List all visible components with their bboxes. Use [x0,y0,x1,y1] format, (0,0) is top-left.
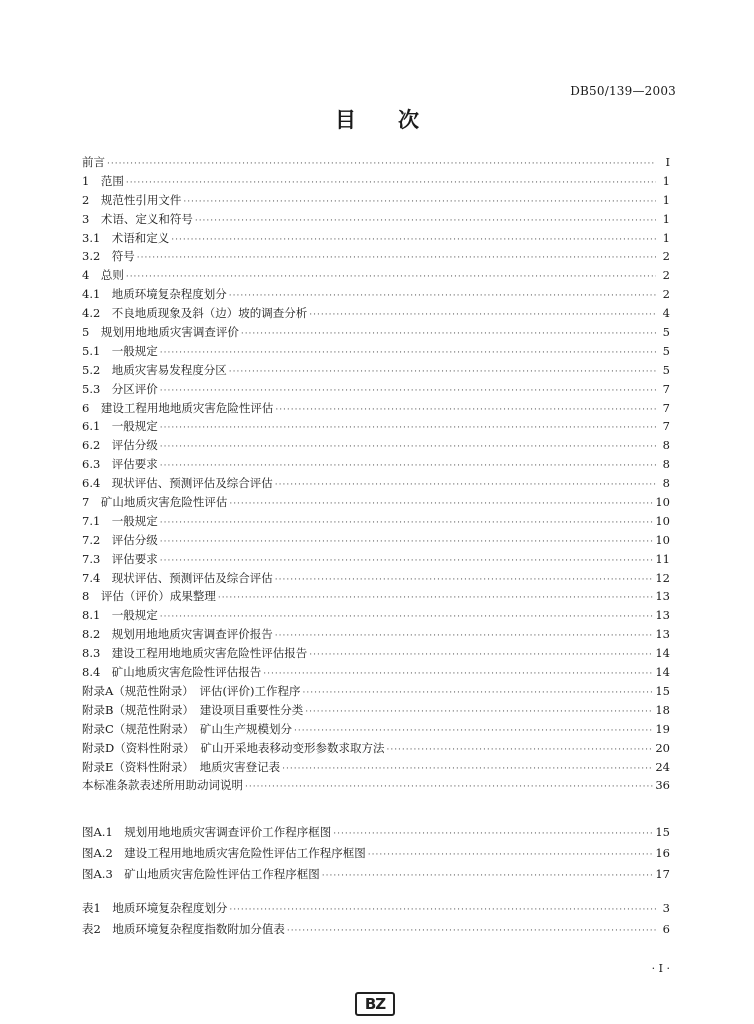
toc-entry[interactable] [82,362,670,381]
dot-leader [160,537,654,547]
toc-entry-page: 36 [655,778,670,793]
toc-entry-page: 2 [662,249,670,264]
toc-entry-title: 附录A（规范性附录） 评估(评价)工作程序 [82,683,301,698]
toc-entry[interactable] [82,305,670,324]
dot-leader [229,291,656,301]
toc-entry-page: 10 [655,513,670,528]
toc-entry-title: 4 总则 [82,268,124,283]
toc-entry-title: 本标准条款表述所用助动词说明 [82,778,243,793]
toc-entry-title: 8.4 矿山地质灾害危险性评估报告 [82,665,262,680]
toc-entry-page: 1 [662,173,670,188]
toc-entry-title: 6.2 评估分级 [82,438,158,453]
figure-entry-title: 图A.3 矿山地质灾害危险性评估工作程序框图 [82,867,320,881]
figure-entry-page: 15 [655,825,670,839]
toc-entry-page: 2 [662,287,670,302]
toc-entry[interactable] [82,248,670,267]
dot-leader [160,386,656,396]
toc-entry-page: 10 [655,495,670,510]
toc-entry[interactable] [82,437,670,456]
dot-leader [160,348,656,358]
toc-entry-page: 20 [655,740,670,755]
toc-entry-page: 14 [655,665,670,680]
toc-entry-title: 7.4 现状评估、预测评估及综合评估 [82,570,273,585]
toc-entry-page: 4 [662,306,670,321]
dot-leader [229,367,656,377]
toc-entry-page: 13 [655,608,670,623]
dot-leader [171,235,656,245]
toc-entry-page: 7 [662,400,670,415]
publisher-logo: BZ [355,992,395,1016]
toc-entry-title: 5.2 地质灾害易发程度分区 [82,362,227,377]
toc-entry-title: 5.3 分区评价 [82,381,158,396]
toc-entry-page: 7 [662,419,670,434]
toc-entry-title: 2 规范性引用文件 [82,192,182,207]
page-number: · I · [651,962,670,975]
toc-entry-page: 5 [662,325,670,340]
figure-entry[interactable] [82,866,670,887]
dot-leader [386,745,653,755]
dot-leader [368,850,654,860]
toc-entry[interactable] [82,513,670,532]
toc-entry-title: 6.4 现状评估、预测评估及综合评估 [82,476,273,491]
dot-leader [126,272,656,282]
table-entry-page: 3 [662,901,670,915]
figure-entry[interactable] [82,845,670,866]
toc-entry-title: 附录B（规范性附录） 建设项目重要性分类 [82,702,304,717]
toc-entry-page: 14 [655,646,670,661]
toc-entry-page: 18 [655,702,670,717]
dot-leader [160,518,654,528]
dot-leader [263,669,653,679]
figure-list [82,824,670,887]
toc-entry[interactable] [82,286,670,305]
toc-entry[interactable] [82,721,670,740]
toc-entry[interactable] [82,551,670,570]
table-list [82,900,670,942]
toc-entry[interactable] [82,570,670,589]
dot-leader [183,197,656,207]
toc-entry[interactable] [82,494,670,513]
document-code: DB50/139—2003 [570,84,676,98]
toc-entry-title: 6.3 评估要求 [82,457,158,472]
toc-entry-title: 7.1 一般规定 [82,513,158,528]
toc-entry-page: 10 [655,532,670,547]
dot-leader [303,688,654,698]
toc-entry[interactable] [82,192,670,211]
toc-entry[interactable] [82,645,670,664]
toc-entry-page: 15 [655,683,670,698]
toc-entry-title: 附录C（规范性附录） 矿山生产规模划分 [82,721,293,736]
toc-entry-page: I [665,155,670,169]
toc-entry[interactable] [82,400,670,419]
dot-leader [333,829,653,839]
toc-entry-page: 13 [655,589,670,604]
toc-entry-title: 8 评估（评价）成果整理 [82,589,216,604]
toc-entry-title: 3 术语、定义和符号 [82,211,193,226]
toc-entry[interactable] [82,211,670,230]
toc-entry-page: 5 [662,343,670,358]
dot-leader [241,329,656,339]
toc-entry-page: 11 [655,551,670,566]
toc-entry-title: 7 矿山地质灾害危险性评估 [82,495,228,510]
toc-entry[interactable] [82,324,670,343]
toc-entry-page: 24 [655,759,670,774]
toc-entry[interactable] [82,607,670,626]
table-entry-title: 表2 地质环境复杂程度指数附加分值表 [82,922,285,936]
toc-entry-page: 12 [655,570,670,585]
dot-leader [282,764,653,774]
toc-entry-title: 3.1 术语和定义 [82,230,170,245]
toc-entry[interactable] [82,626,670,645]
dot-leader [275,631,654,641]
toc-entry-page: 13 [655,627,670,642]
toc-entry-title: 6.1 一般规定 [82,419,158,434]
toc-entry-title: 6 建设工程用地地质灾害危险性评估 [82,400,274,415]
dot-leader [126,178,656,188]
toc-entry-title: 7.3 评估要求 [82,551,158,566]
toc-entry-title: 4.2 不良地质现象及斜（边）坡的调查分析 [82,306,308,321]
toc-entry[interactable] [82,154,670,173]
dot-leader [160,423,656,433]
toc-entry-title: 5 规划用地地质灾害调查评价 [82,325,239,340]
dot-leader [275,405,656,415]
dot-leader [160,612,654,622]
toc-entry-title: 4.1 地质环境复杂程度划分 [82,287,227,302]
toc-entry-page: 19 [655,721,670,736]
dot-leader [305,707,653,717]
dot-leader [287,926,656,936]
toc-entry-page: 8 [662,438,670,453]
toc-entry-title: 8.2 规划用地地质灾害调查评价报告 [82,627,273,642]
toc-entry-title: 8.3 建设工程用地地质灾害危险性评估报告 [82,646,308,661]
toc-entry[interactable] [82,267,670,286]
figure-entry-page: 17 [655,867,670,881]
dot-leader [275,575,654,585]
table-entry[interactable] [82,900,670,921]
toc-entry-page: 1 [662,211,670,226]
dot-leader [294,726,653,736]
toc-entry[interactable] [82,381,670,400]
toc-entry[interactable] [82,588,670,607]
toc-entry[interactable] [82,343,670,362]
toc-entry-page: 7 [662,381,670,396]
dot-leader [195,216,656,226]
dot-leader [229,499,653,509]
toc-entry[interactable] [82,418,670,437]
toc-entry-page: 1 [662,230,670,245]
toc-entry-page: 5 [662,362,670,377]
toc-entry-title: 附录E（资料性附录） 地质灾害登记表 [82,759,281,774]
dot-leader [137,253,656,263]
toc-entry[interactable] [82,173,670,192]
dot-leader [275,480,656,490]
toc-entry-title: 前言 [82,155,105,169]
toc-entry-title: 1 范围 [82,173,124,188]
toc-entry-title: 3.2 符号 [82,249,135,264]
toc-entry[interactable] [82,456,670,475]
page-title: 目 次 [335,108,419,132]
toc-entry-page: 1 [662,192,670,207]
toc-entry-page: 8 [662,476,670,491]
toc-entry[interactable] [82,740,670,759]
dot-leader [218,593,654,603]
toc-entry-title: 7.2 评估分级 [82,532,158,547]
figure-entry[interactable] [82,824,670,845]
dot-leader [160,556,654,566]
toc-entry[interactable] [82,230,670,249]
figure-entry-title: 图A.2 建设工程用地地质灾害危险性评估工作程序框图 [82,846,366,860]
dot-leader [160,461,656,471]
toc-entry[interactable] [82,759,670,778]
table-entry-page: 6 [662,922,670,936]
dot-leader [309,310,656,320]
toc-entry[interactable] [82,532,670,551]
toc-entry[interactable] [82,683,670,702]
toc-entry-title: 附录D（资料性附录） 矿山开采地表移动变形参数求取方法 [82,740,385,755]
toc-entry[interactable] [82,664,670,683]
toc-entry-title: 8.1 一般规定 [82,608,158,623]
dot-leader [322,871,654,881]
figure-entry-title: 图A.1 规划用地地质灾害调查评价工作程序框图 [82,825,332,839]
table-entry[interactable] [82,921,670,942]
dot-leader [229,905,656,915]
dot-leader [160,442,656,452]
toc-entry-page: 2 [662,268,670,283]
dot-leader [107,159,656,169]
dot-leader [245,782,653,792]
table-of-contents [82,154,670,796]
toc-entry-page: 8 [662,457,670,472]
figure-entry-page: 16 [655,846,670,860]
toc-entry-title: 5.1 一般规定 [82,343,158,358]
toc-entry[interactable] [82,777,670,796]
table-entry-title: 表1 地质环境复杂程度划分 [82,901,228,915]
toc-entry[interactable] [82,702,670,721]
toc-entry[interactable] [82,475,670,494]
dot-leader [309,650,653,660]
